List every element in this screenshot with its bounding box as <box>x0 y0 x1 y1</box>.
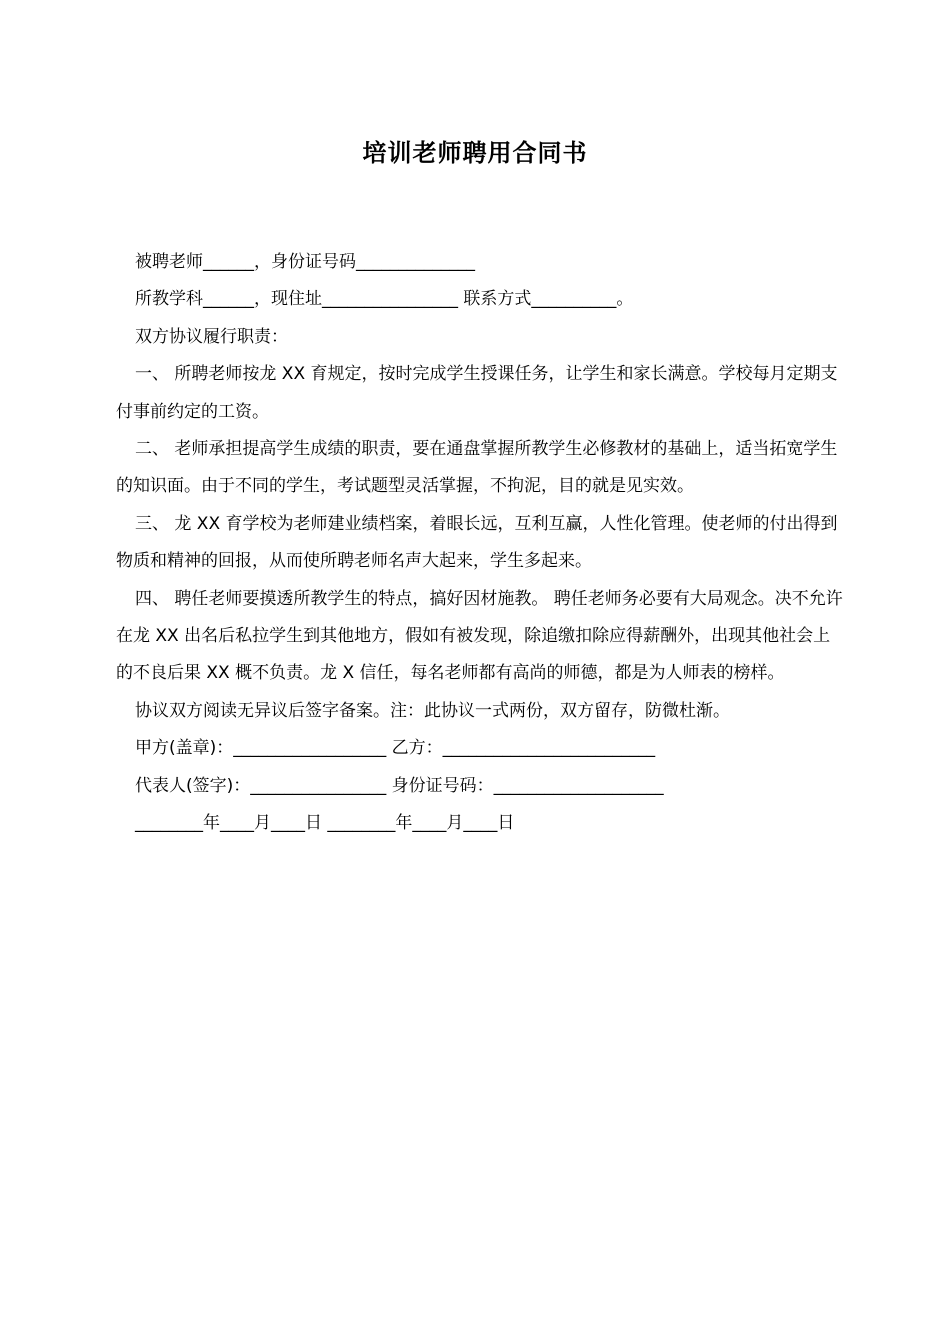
clause-1: 一、 所聘老师按龙 XX 育规定，按时完成学生授课任务，让学生和家长满意。学校每月定期支付事前约定的工资。 <box>116 364 838 422</box>
clause-4: 四、 聘任老师要摸透所教学生的特点，搞好因材施教。 聘任老师务必要有大局观念。决不允许在龙 XX 出名后私拉学生到其他地方，假如有被发现，除追缴扣除应得薪酬外，出现其他社会上的不良后果 XX 概不负责。龙 X 信任，每名老师都有高尚的师德，都是为人师表的榜样。 <box>116 588 843 684</box>
duties-heading: 双方协议履行职责： <box>135 326 288 347</box>
subject-address-line: 所教学科______，现住址________________ 联系方式__________。 <box>135 289 634 310</box>
document-body <box>116 244 846 843</box>
representative-line: 代表人(签字)：________________ 身份证号码：____________________ <box>135 775 664 796</box>
clause-3: 三、 龙 XX 育学校为老师建业绩档案，着眼长远，互利互赢，人性化管理。使老师的付出得到物质和精神的回报，从而使所聘老师名声大起来，学生多起来。 <box>116 513 838 572</box>
date-line: ________年____月____日 ________年____月____日 <box>135 813 515 834</box>
party-signature-line: 甲方(盖章)：__________________ 乙方：_________________________ <box>135 738 656 759</box>
clause-2: 二、 老师承担提高学生成绩的职责，要在通盘掌握所教学生必修教材的基础上，适当拓宽学生的知识面。由于不同的学生，考试题型灵活掌握，不拘泥，目的就是见实效。 <box>116 439 838 497</box>
closing-note: 协议双方阅读无异议后签字备案。注：此协议一式两份，双方留存，防微杜渐。 <box>135 700 730 721</box>
document-title: 培训老师聘用合同书 <box>362 139 588 167</box>
teacher-info-line: 被聘老师______，身份证号码______________ <box>135 252 475 272</box>
